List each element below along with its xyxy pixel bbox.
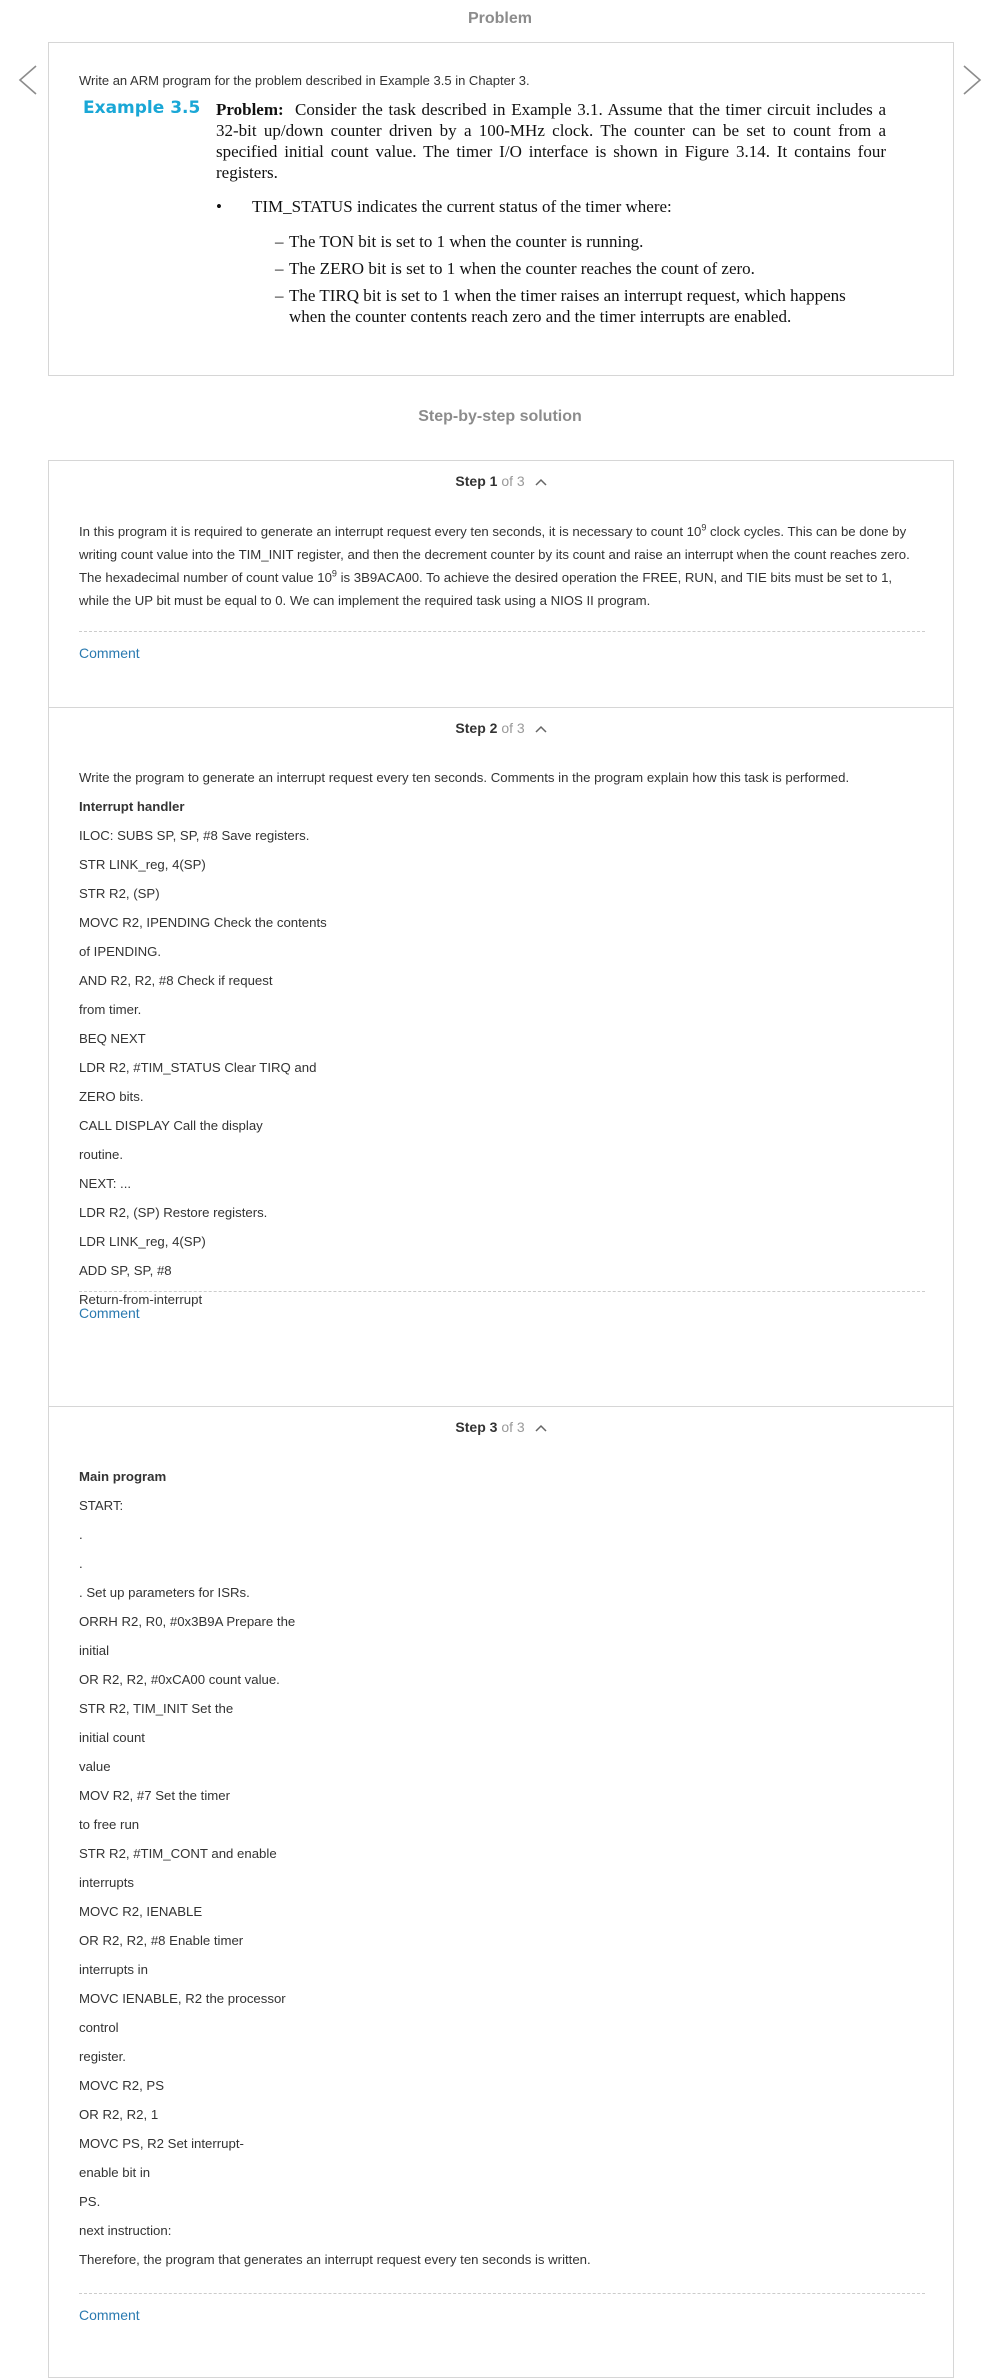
code-line: MOVC IENABLE, R2 the processor [79,1991,286,2006]
code-line: initial [79,1643,110,1658]
comment-link[interactable]: Comment [79,1305,140,1321]
code-line: OR R2, R2, 1 [79,2107,159,2122]
code-line: ILOC: SUBS SP, SP, #8 Save registers. [79,828,310,843]
code-line: interrupts [79,1875,134,1890]
code-line: ADD SP, SP, #8 [79,1263,172,1278]
interrupt-handler-heading: Interrupt handler [79,799,185,814]
code-line: STR LINK_reg, 4(SP) [79,857,206,872]
code-line: STR R2, TIM_INIT Set the [79,1701,234,1716]
code-line: enable bit in [79,2165,151,2180]
step-label: Step 2 [455,720,498,736]
code-line: STR R2, #TIM_CONT and enable [79,1846,277,1861]
code-line: register. [79,2049,126,2064]
problem-title: Problem [467,10,532,27]
problem-statement [216,99,886,183]
code-line: MOVC R2, PS [79,2078,165,2093]
code-line: ZERO bits. [79,1089,144,1104]
code-line: . [79,1527,83,1542]
code-line: MOVC R2, IPENDING Check the contents [79,915,327,930]
step-1-header[interactable] [49,473,953,489]
sub-item-text: The TIRQ bit is set to 1 when the timer raises an interrupt request, which happens when the counter contents reach zero and the timer interrupts are enabled. [289,286,846,326]
code-line: CALL DISPLAY Call the display [79,1118,263,1133]
code-line: START: [79,1498,124,1513]
divider [79,1291,925,1292]
step-1-text: In this program it is required to generate an interrupt request every ten seconds, it is necessary to count $10^9$ clock cycles. This can be done by writing count value into the TIM_INIT register, and then the decrement counter by its count and raise an interrupt when the count reaches zero. The hexadecimal number of count value $10^9$ is 3B9ACA00. To achieve the desired operation the FREE, RUN, and TIE bits must be set to 1, while the UP bit must be equal to 0. We can implement the required task using a NIOS II program. [79,522,910,608]
code-line: from timer. [79,1002,142,1017]
main-program-heading: Main program [79,1469,167,1484]
step-label: Step 3 [455,1419,498,1435]
problem-card: Write an ARM program for the problem described in Example 3.5 in Chapter 3. Example 3.5 Problem: Consider the task described in Example 3.1. Assume that the timer circuit includes a 32-bit up/down counter driven by a 100-MHz clock. The counter can be set to count from a specified initial count value. The timer I/O interface is shown in Figure 3.14. It contains four registers. • TIM_STATUS indicates the current status of the timer where: – The TON bit is set to 1 when the counter is running. – The ZERO bit is set to 1 when the counter reaches the count of zero. – The TIRQ bit is set to 1 when the timer raises an interrupt request, which happens when the counter contents reach zero and the timer interrupts are enabled. [48,42,954,376]
code-line: value [79,1759,111,1774]
step-label: Step 1 [455,473,498,489]
code-line: next instruction: [79,2223,172,2238]
step-count: of 3 [501,473,525,489]
chevron-up-icon[interactable] [535,725,547,733]
comment-link[interactable]: Comment [79,645,140,661]
code-line: STR R2, (SP) [79,886,160,901]
next-problem-button[interactable] [960,62,984,98]
comment-link[interactable]: Comment [79,2307,140,2323]
code-line: BEQ NEXT [79,1031,146,1046]
code-line: of IPENDING. [79,944,162,959]
sub-item-text: The TON bit is set to 1 when the counter is running. [289,232,644,251]
chevron-left-icon [16,62,40,98]
code-line: OR R2, R2, #8 Enable timer [79,1933,244,1948]
bullet-text: TIM_STATUS indicates the current status of the timer where: [252,197,672,216]
code-line: LDR LINK_reg, 4(SP) [79,1234,206,1249]
step-count: of 3 [501,720,525,736]
problem-intro: Write an ARM program for the problem described in Example 3.5 in Chapter 3. [79,73,530,88]
step-3-header[interactable] [49,1419,953,1435]
step-count: of 3 [501,1419,525,1435]
divider [79,631,925,632]
code-line: Therefore, the program that generates an interrupt request every ten seconds is written. [79,2252,591,2267]
chevron-up-icon[interactable] [535,1424,547,1432]
step-2 [49,708,953,1406]
code-line: interrupts in [79,1962,148,1977]
code-line: LDR R2, (SP) Restore registers. [79,1205,268,1220]
code-line: Return-from-interrupt [79,1292,203,1307]
sub-item-text: The ZERO bit is set to 1 when the counter reaches the count of zero. [289,259,755,278]
code-line: ORRH R2, R0, #0x3B9A Prepare the [79,1614,296,1629]
code-line: NEXT: ... [79,1176,132,1191]
code-line: MOVC R2, IENABLE [79,1904,203,1919]
code-line: . [79,1556,83,1571]
problem-text: Consider the task described in Example 3.1. Assume that the timer circuit includes a 32-bit up/down counter driven by a 100-MHz clock. The counter can be set to count from a specified initial count value. The timer I/O interface is shown in Figure 3.14. It contains four registers. [216,100,886,182]
steps-card [48,460,954,2378]
example-label: Example 3.5 [83,98,201,118]
code-line: OR R2, R2, #0xCA00 count value. [79,1672,280,1687]
code-line: initial count [79,1730,145,1745]
step-2-header[interactable] [49,720,953,736]
chevron-up-icon[interactable] [535,478,547,486]
code-line: to free run [79,1817,140,1832]
problem-lead: Problem: [216,100,284,119]
code-line: . Set up parameters for ISRs. [79,1585,250,1600]
code-line: LDR R2, #TIM_STATUS Clear TIRQ and [79,1060,317,1075]
code-line: MOV R2, #7 Set the timer [79,1788,230,1803]
code-line: PS. [79,2194,101,2209]
prev-problem-button[interactable] [16,62,40,98]
code-line: routine. [79,1147,123,1162]
step-1 [49,461,953,707]
bullet-dot: • [216,197,222,216]
chevron-right-icon [960,62,984,98]
step-2-intro: Write the program to generate an interrupt request every ten seconds. Comments in the program explain how this task is performed. [79,770,850,785]
solution-title: Step-by-step solution [418,408,582,425]
code-line: AND R2, R2, #8 Check if request [79,973,273,988]
divider [79,2293,925,2294]
code-line: control [79,2020,119,2035]
code-line: MOVC PS, R2 Set interrupt- [79,2136,244,2151]
step-3 [49,1407,953,2377]
